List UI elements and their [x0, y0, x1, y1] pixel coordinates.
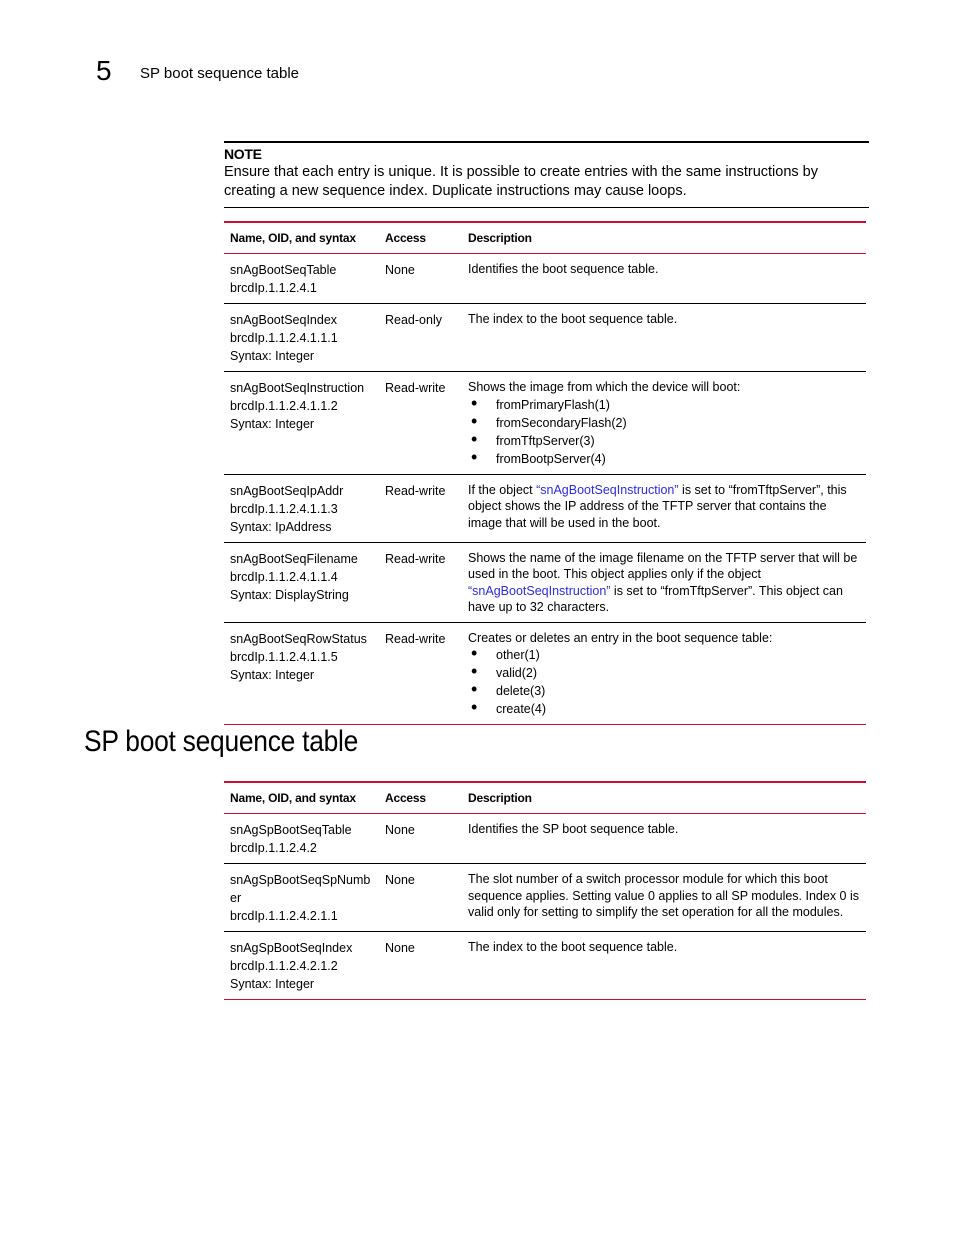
object-oid: brcdIp.1.1.2.4.1.1.2: [230, 399, 338, 413]
description-text: The index to the boot sequence table.: [468, 312, 678, 326]
list-item: • create(4): [468, 700, 860, 718]
description-text: Creates or deletes an entry in the boot sequence table:: [468, 630, 773, 645]
note-text: Ensure that each entry is unique. It is possible to create entries with the same instructions by creating a new sequence index. Duplicate instructions may cause loops.: [224, 164, 818, 199]
name-cell: [224, 814, 379, 864]
access-cell: Read-write: [379, 622, 462, 725]
name-cell: [224, 932, 379, 1000]
column-header-access: Access: [379, 222, 462, 254]
object-syntax: Syntax: Integer: [230, 977, 315, 991]
description-text: If the object: [468, 482, 537, 497]
description-cell: [462, 372, 866, 475]
object-name-continued: er: [230, 891, 242, 905]
table-header-row: [224, 782, 866, 814]
object-oid: brcdIp.1.1.2.4.1.1.1: [230, 331, 338, 345]
list-item: • fromBootpServer(4): [468, 450, 860, 468]
list-item: • other(1): [468, 646, 860, 664]
object-name: snAgSpBootSeqTable: [230, 823, 352, 837]
object-name: snAgBootSeqIndex: [230, 313, 338, 327]
table-row: [224, 814, 866, 864]
column-header-name: Name, OID, and syntax: [224, 782, 379, 814]
bullet-list: [468, 396, 860, 468]
table-row: [224, 372, 866, 475]
list-item: • delete(3): [468, 682, 860, 700]
description-text: is set to “fromTftpServer”. This object can have up to 32 characters.: [468, 583, 843, 614]
object-name: snAgBootSeqRowStatus: [230, 631, 367, 646]
object-name: snAgSpBootSeqSpNumb: [230, 873, 371, 887]
sp-boot-sequence-table: [224, 781, 866, 1000]
access-cell: None: [379, 864, 462, 932]
object-name: snAgBootSeqFilename: [230, 551, 358, 566]
description-cell: [462, 542, 866, 622]
column-header-access: Access: [379, 782, 462, 814]
object-syntax: Syntax: Integer: [230, 667, 315, 682]
access-cell: Read-write: [379, 542, 462, 622]
description-cell: Identifies the SP boot sequence table.: [462, 814, 866, 864]
object-oid: brcdIp.1.1.2.4.1.1.5: [230, 649, 338, 664]
access-cell: Read-only: [379, 304, 462, 372]
object-oid: brcdIp.1.1.2.4.2.1.2: [230, 959, 338, 973]
table-row: [224, 304, 866, 372]
object-name: snAgSpBootSeqIndex: [230, 941, 353, 955]
name-cell: [224, 622, 379, 725]
column-header-description: Description: [462, 222, 866, 254]
name-cell: [224, 304, 379, 372]
table-row: [224, 474, 866, 542]
object-oid: brcdIp.1.1.2.4.1.1.4: [230, 569, 338, 584]
object-oid: brcdIp.1.1.2.4.1.1.3: [230, 501, 338, 516]
access-cell: None: [379, 932, 462, 1000]
object-oid: brcdIp.1.1.2.4.1: [230, 281, 317, 295]
note-box: [224, 141, 869, 208]
note-label: NOTE: [224, 146, 262, 162]
object-syntax: Syntax: Integer: [230, 349, 315, 363]
object-name: snAgBootSeqInstruction: [230, 381, 365, 395]
description-cell: [462, 254, 866, 304]
table-row: [224, 622, 866, 725]
description-cell: [462, 304, 866, 372]
list-item: • fromPrimaryFlash(1): [468, 396, 860, 414]
description-text: Shows the name of the image filename on the TFTP server that will be used in the boot. This object applies only if the object: [468, 550, 858, 581]
column-header-description: Description: [462, 782, 866, 814]
list-item: • fromSecondaryFlash(2): [468, 414, 860, 432]
description-text: Identifies the boot sequence table.: [468, 262, 659, 276]
description-cell: The index to the boot sequence table.: [462, 932, 866, 1000]
object-oid: brcdIp.1.1.2.4.2: [230, 841, 317, 855]
access-cell: None: [379, 814, 462, 864]
column-header-name: Name, OID, and syntax: [224, 222, 379, 254]
description-text: is set to “fromTftpServer”, this object shows the IP address of the TFTP server that contains the image that will be used in the boot.: [468, 482, 847, 530]
object-name: snAgBootSeqIpAddr: [230, 483, 344, 498]
description-text: Shows the image from which the device will boot:: [468, 380, 741, 394]
snagbootseqinstruction-link[interactable]: “snAgBootSeqInstruction”: [536, 482, 679, 497]
table-row: [224, 254, 866, 304]
chapter-number: 5: [96, 55, 112, 86]
access-cell: None: [379, 254, 462, 304]
description-cell: [462, 622, 866, 725]
name-cell: [224, 372, 379, 475]
name-cell: [224, 864, 379, 932]
table-header-row: [224, 222, 866, 254]
name-cell: [224, 542, 379, 622]
table-row: [224, 932, 866, 1000]
access-cell: Read-write: [379, 372, 462, 475]
object-syntax: Syntax: DisplayString: [230, 587, 349, 602]
name-cell: [224, 254, 379, 304]
description-cell: [462, 474, 866, 542]
list-item: • valid(2): [468, 664, 860, 682]
name-cell: [224, 474, 379, 542]
boot-sequence-table: [224, 221, 866, 725]
object-syntax: Syntax: Integer: [230, 417, 315, 431]
list-item: • fromTftpServer(3): [468, 432, 860, 450]
table-row: [224, 542, 866, 622]
object-oid: brcdIp.1.1.2.4.2.1.1: [230, 909, 338, 923]
object-syntax: Syntax: IpAddress: [230, 519, 332, 534]
chapter-title: SP boot sequence table: [140, 65, 300, 82]
access-cell: Read-write: [379, 474, 462, 542]
description-cell: The slot number of a switch processor module for which this boot sequence applies. Setting value 0 applies to all SP modules. Index 0 is valid only for setting to simplify the set operation for all the modules.: [462, 864, 866, 932]
snagbootseqinstruction-link[interactable]: “snAgBootSeqInstruction”: [468, 583, 611, 598]
table-row: [224, 864, 866, 932]
bullet-list: [468, 646, 860, 718]
object-name: snAgBootSeqTable: [230, 263, 337, 277]
section-heading: SP boot sequence table: [84, 725, 359, 758]
